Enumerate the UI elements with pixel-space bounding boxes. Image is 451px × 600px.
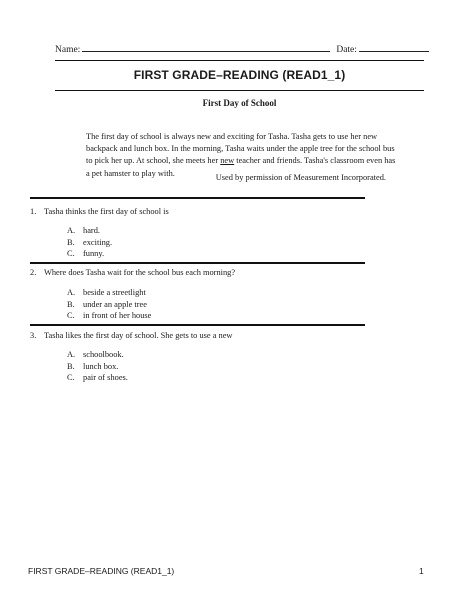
choice-letter: C. [67,249,75,259]
passage-text-before: The first day of school is always new and exciting for Tasha. Tasha gets to use her new backpack and lunch box. In the morning, Tasha waits under the apple tree for the school bus to pick her up. At school, she meets her [86,132,395,166]
student-info-line [55,44,425,55]
title-top-rule [55,60,424,61]
choice-text: lunch box. [83,361,119,371]
choice-letter: A. [67,226,76,235]
question-number: 3. [30,331,37,340]
answer-choice[interactable] [67,237,307,249]
question-3-choices [67,349,307,384]
choice-letter: B. [67,237,75,247]
answer-choice[interactable] [67,349,307,361]
choice-letter: A. [67,350,76,359]
choice-letter: C. [67,311,75,321]
page-number: 1 [419,566,424,576]
question-prompt: Where does Tasha wait for the school bus each morning? [43,268,236,277]
question-separator [30,197,365,199]
question-prompt: Tasha thinks the first day of school is [43,207,169,216]
permission-note: Used by permission of Measurement Incorporated. [215,173,386,182]
date-blank [359,44,429,52]
choice-text: funny. [83,249,105,259]
question-separator [30,324,365,326]
story-title: First Day of School [202,98,277,108]
choice-letter: B. [67,299,75,309]
title-bottom-rule [55,90,424,91]
question-separator [30,262,365,264]
answer-choice[interactable] [67,299,307,311]
answer-choice[interactable] [67,372,307,384]
question-prompt: Tasha likes the first day of school. She gets to use a new [43,331,233,340]
choice-letter: B. [67,361,75,371]
date-label: Date: [336,45,357,55]
question-1 [30,207,370,216]
name-label: Name: [55,45,81,55]
passage-text-after: teacher and friends. Tasha's classroom even has a pet hamster to play with. [86,156,396,178]
choice-letter: C. [67,373,75,383]
choice-text: in front of her house [83,311,152,321]
choice-text: beside a streetlight [83,288,146,297]
answer-choice[interactable] [67,248,307,260]
underlined-word: new [220,156,235,166]
answer-choice[interactable] [67,310,307,322]
choice-text: hard. [83,226,100,235]
choice-text: exciting. [83,237,113,247]
question-number: 1. [30,207,37,216]
answer-choice[interactable] [67,287,307,299]
question-number: 2. [30,268,37,277]
choice-text: under an apple tree [83,299,147,309]
footer-title: FIRST GRADE–READING (READ1_1) [28,566,175,576]
question-2 [30,268,370,277]
answer-choice[interactable] [67,225,307,237]
answer-choice[interactable] [67,361,307,373]
question-2-choices [67,287,307,322]
choice-text: schoolbook. [83,350,124,359]
question-3 [30,331,370,340]
question-1-choices [67,225,307,260]
document-title: FIRST GRADE–READING (READ1_1) [133,68,346,82]
name-blank [82,44,330,52]
choice-letter: A. [67,288,76,297]
choice-text: pair of shoes. [83,373,128,383]
